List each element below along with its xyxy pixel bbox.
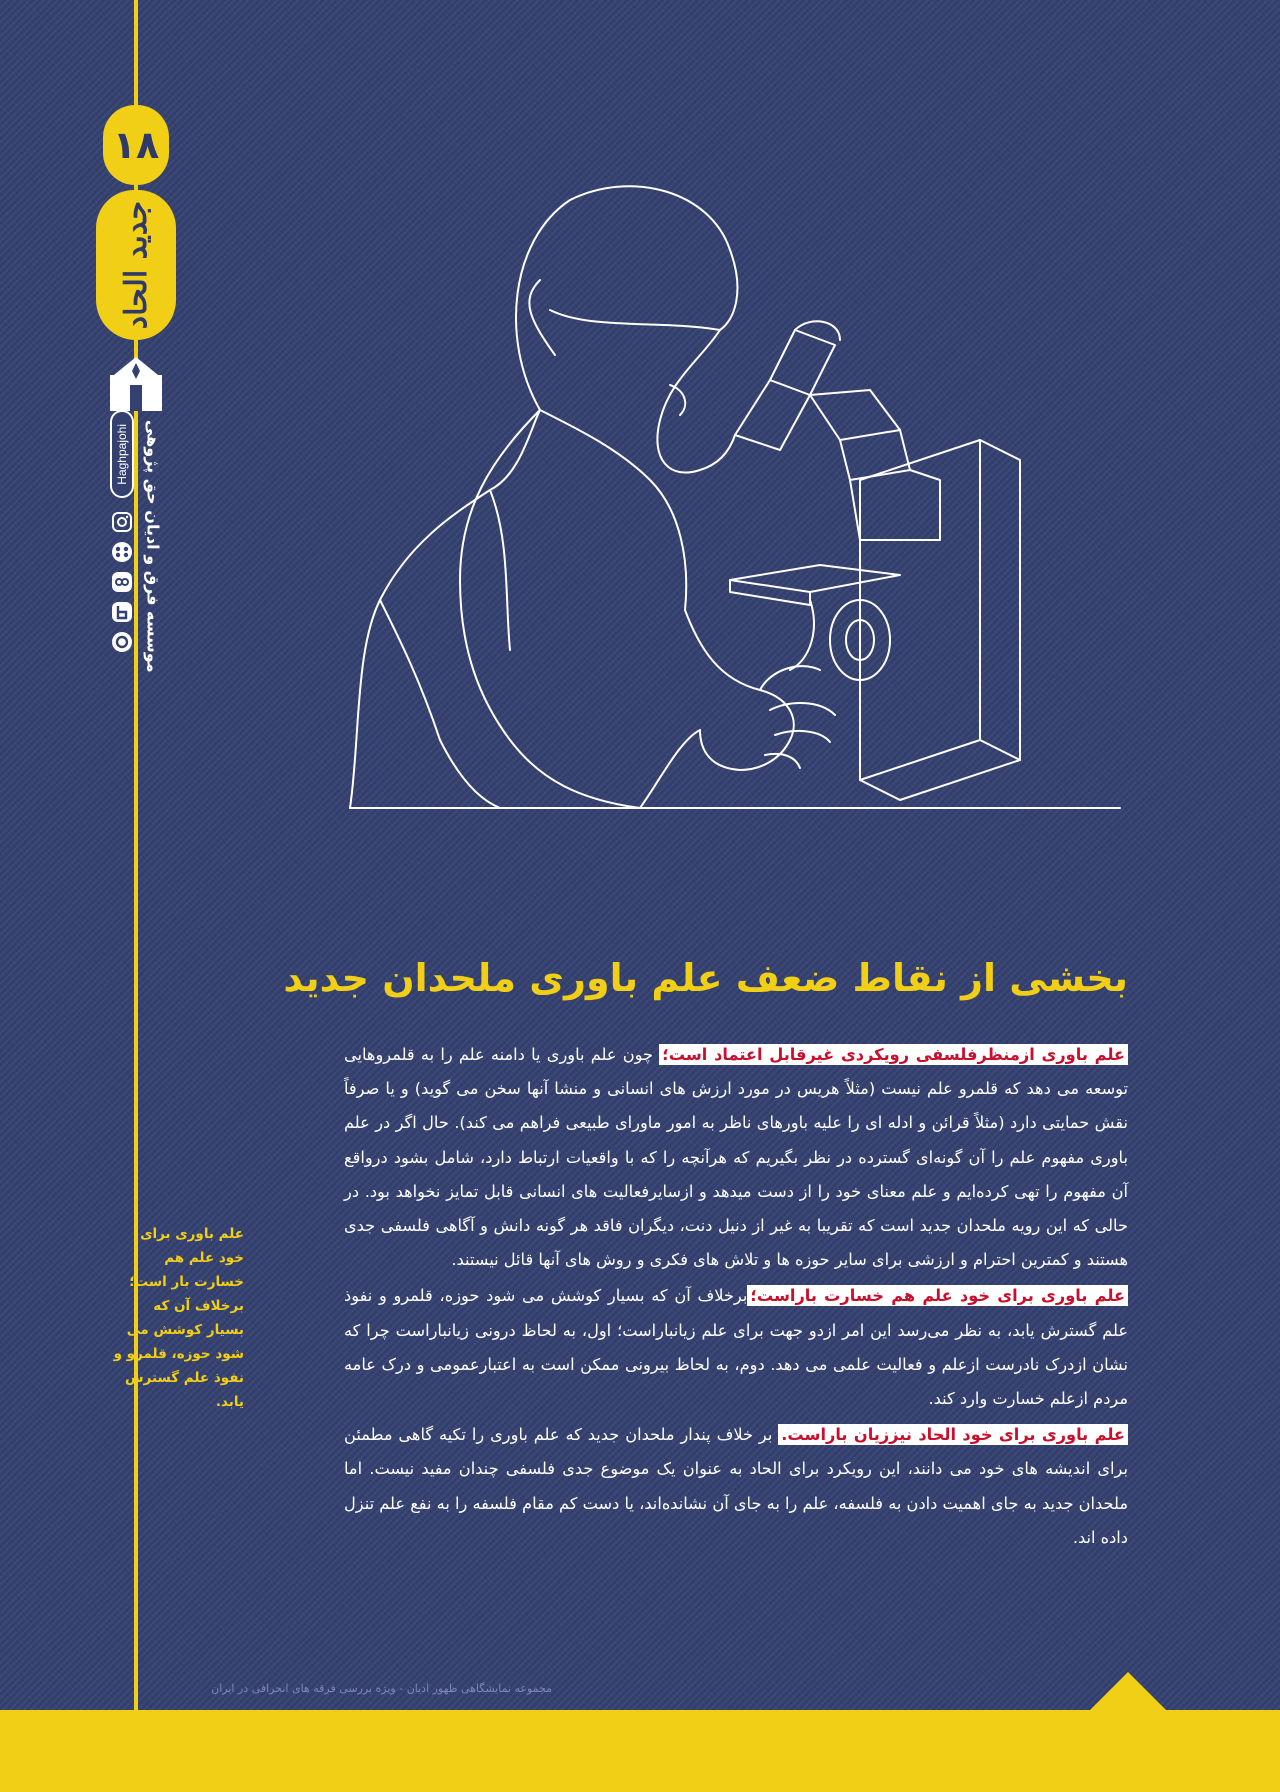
- footer-notch: [1090, 1672, 1166, 1710]
- side-pull-quote: علم باوری برای خود علم هم خسارت بار است؛ برخلاف آن که بسیار کوشش می شود حوزه، قلمرو و نفوذ علم گسترش یابد.: [113, 1226, 244, 1410]
- rubika-icon[interactable]: [110, 630, 134, 654]
- highlight-3: علم باوری برای خود الحاد نیززیان باراست.: [778, 1424, 1128, 1445]
- paragraph-3-text: بر خلاف پندار ملحدان جدید که علم باوری را تکیه گاهی مطمئن برای اندیشه های خود می دانند، این رویکرد برای الحاد به عنوان یک موضوع جدی فلسفی چندان مفید نیست. اما ملحدان جدید به جای اهمیت دادن به فلسفه، علم را به جای آن نشانده‌اند، یا دست کم مقام فلسفه را به نفع علم تنزل داده اند.: [344, 1425, 1128, 1547]
- org-logo-icon: [104, 355, 168, 413]
- instagram-icon[interactable]: [110, 510, 134, 534]
- scientist-microscope-illustration: [340, 180, 1140, 820]
- org-name: موسسه فرق و ادیان حق پژوهی: [143, 420, 163, 673]
- issue-number-badge: [103, 105, 169, 185]
- bale-icon[interactable]: [110, 600, 134, 624]
- page-title: بخشی از نقاط ضعف علم باوری ملحدان جدید: [283, 956, 1128, 1000]
- org-handle: Haghpajohi: [115, 423, 129, 485]
- issue-number: ۱۸: [112, 123, 160, 167]
- series-title: جدید الحاد: [118, 200, 154, 330]
- series-title-badge: [96, 190, 176, 340]
- article-body: [344, 1038, 1128, 1557]
- org-name-vertical: [140, 420, 166, 673]
- highlight-1: علم باوری ازمنظرفلسفی رویکردی غیرقابل اعتماد است؛: [659, 1044, 1128, 1065]
- footer-caption: مجموعه نمایشگاهی ظهور ادیان - ویژه بررسی فرقه های انحرافی در ایران: [211, 1682, 552, 1695]
- handle-badge: [110, 410, 134, 498]
- aparat-icon[interactable]: [110, 540, 134, 564]
- highlight-2: علم باوری برای خود علم هم خسارت باراست؛: [747, 1285, 1128, 1306]
- paragraph-1: [344, 1038, 1128, 1277]
- paragraph-2: [344, 1279, 1128, 1416]
- paragraph-1-text: چون علم باوری یا دامنه علم را به قلمروهایی توسعه می دهد که قلمرو علم نیست (مثلاً هریس در مورد ارزش های انسانی و منشا آنها سخن می گوید) و یا صرفاً نقش حمایتی دارد (مثلاً قرائن و ادله ای را علیه باورهای ناظر به امور ماورای طبیعی فراهم می کند). حال اگر در علم باوری مفهوم علم را آن گونه‌ای گسترده در نظر بگیریم که هرآنچه را که با واقعیات ارتباط دارد، شامل بشود درواقع آن مفهوم را تهی کرده‌ایم و علم معنای خود را از دست میدهد و ازسایرفعالیت های انسانی قابل تمایز نخواهد بود. در حالی که این رویه ملحدان جدید است که تقریبا به غیر از دنیل دنت، دیگران فاقد هر گونه دانش و آگاهی فلسفی جدی هستند و کمترین احترام و ارزشی برای سایر حوزه ها و تلاش های فکری و روش های آنها قائل نیستند.: [344, 1045, 1128, 1270]
- paragraph-2-text: برخلاف آن که بسیار کوشش می شود حوزه، قلمرو و نفوذ علم گسترش یابد، به نظر می‌رسد این امر ازدو جهت برای علم زیانباراست؛ اول، به لحاظ درونی زیانباراست چرا که نشان ازدرک نادرست ازعلم و فعالیت علمی می دهد. دوم، به لحاظ بیرونی ممکن است به اعتبارعمومی و درک عامه مردم ازعلم خسارت وارد کند.: [344, 1286, 1128, 1409]
- footer-bar: [0, 1710, 1280, 1792]
- paragraph-3: [344, 1418, 1128, 1555]
- eitaa-icon[interactable]: [110, 570, 134, 594]
